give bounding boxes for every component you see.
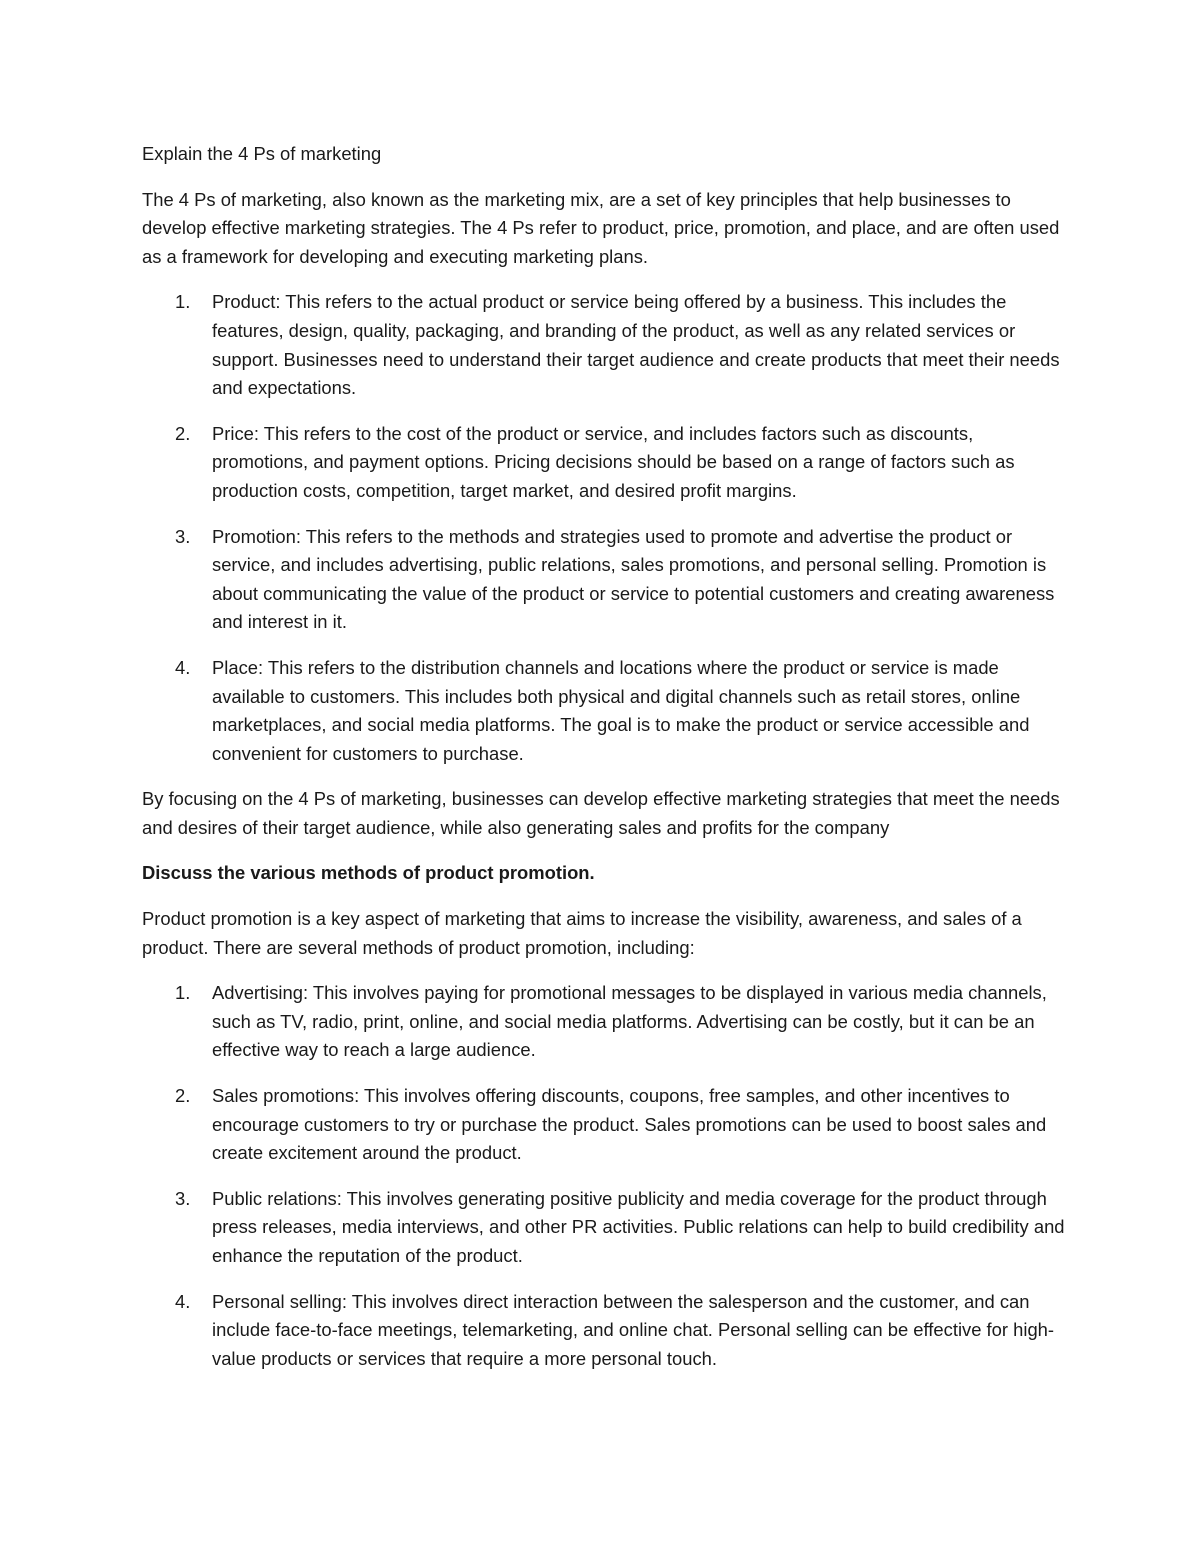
list-item-text: Promotion: This refers to the methods and strategies used to promote and advertise the product or service, and includes advertising, public relations, sales promotions, and personal selling. Promotion is about communicating the value of the product or service to potential customers and creating awareness and interest in it. — [212, 525, 1055, 633]
list-item — [142, 1185, 1072, 1271]
list-item — [142, 1288, 1072, 1374]
list-item — [142, 1082, 1072, 1168]
list-item-text: Public relations: This involves generating positive publicity and media coverage for the product through press releases, media interviews, and other PR activities. Public relations can help to build credibility and enhance the reputation of the product. — [212, 1187, 1065, 1266]
section-4ps — [142, 140, 1072, 842]
list-number: 2. — [175, 422, 191, 444]
intro-paragraph: Product promotion is a key aspect of marketing that aims to increase the visibility, awareness, and sales of a product. There are several methods of product promotion, including: — [142, 908, 1022, 958]
numbered-list — [142, 288, 1072, 768]
list-item — [142, 420, 1072, 506]
conclusion-paragraph: By focusing on the 4 Ps of marketing, businesses can develop effective marketing strategies that meet the needs and desires of their target audience, while also generating sales and profits for the company — [142, 788, 1060, 838]
document-body — [142, 140, 1072, 1390]
section-heading: Explain the 4 Ps of marketing — [142, 143, 382, 164]
list-item-text: Price: This refers to the cost of the product or service, and includes factors such as discounts, promotions, and payment options. Pricing decisions should be based on a range of factors such as production costs, competition, target market, and desired profit margins. — [212, 422, 1015, 501]
list-item-text: Product: This refers to the actual product or service being offered by a business. This includes the features, design, quality, packaging, and branding of the product, as well as any related services or support. Businesses need to understand their target audience and create products that meet their needs and expectations. — [212, 291, 1060, 399]
section-heading: Discuss the various methods of product promotion. — [142, 862, 595, 884]
intro-paragraph: The 4 Ps of marketing, also known as the marketing mix, are a set of key principles that help businesses to develop effective marketing strategies. The 4 Ps refer to product, price, promotion, and place, and are often used as a framework for developing and executing marketing plans. — [142, 188, 1060, 267]
list-item — [142, 523, 1072, 637]
list-number: 3. — [175, 525, 191, 547]
list-number: 4. — [175, 656, 191, 678]
list-item-text: Sales promotions: This involves offering discounts, coupons, free samples, and other incentives to encourage customers to try or purchase the product. Sales promotions can be used to boost sales and create excitement around the product. — [212, 1085, 1047, 1164]
section-product-promotion — [142, 859, 1072, 1373]
list-item — [142, 288, 1072, 402]
list-item — [142, 654, 1072, 768]
list-item-text: Place: This refers to the distribution channels and locations where the product or service is made available to customers. This includes both physical and digital channels such as retail stores, online marketplaces, and social media platforms. The goal is to make the product or service accessible and convenient for customers to purchase. — [212, 656, 1030, 764]
list-item-text: Advertising: This involves paying for promotional messages to be displayed in various media channels, such as TV, radio, print, online, and social media platforms. Advertising can be costly, but it can be an effective way to reach a large audience. — [212, 982, 1047, 1061]
list-item — [142, 979, 1072, 1065]
list-number: 3. — [175, 1187, 191, 1209]
list-item-text: Personal selling: This involves direct interaction between the salesperson and the customer, and can include face-to-face meetings, telemarketing, and online chat. Personal selling can be effective for high-value products or services that require a more personal touch. — [212, 1290, 1055, 1369]
list-number: 2. — [175, 1085, 191, 1107]
numbered-list — [142, 979, 1072, 1373]
list-number: 1. — [175, 291, 191, 313]
list-number: 4. — [175, 1290, 191, 1312]
list-number: 1. — [175, 982, 191, 1004]
